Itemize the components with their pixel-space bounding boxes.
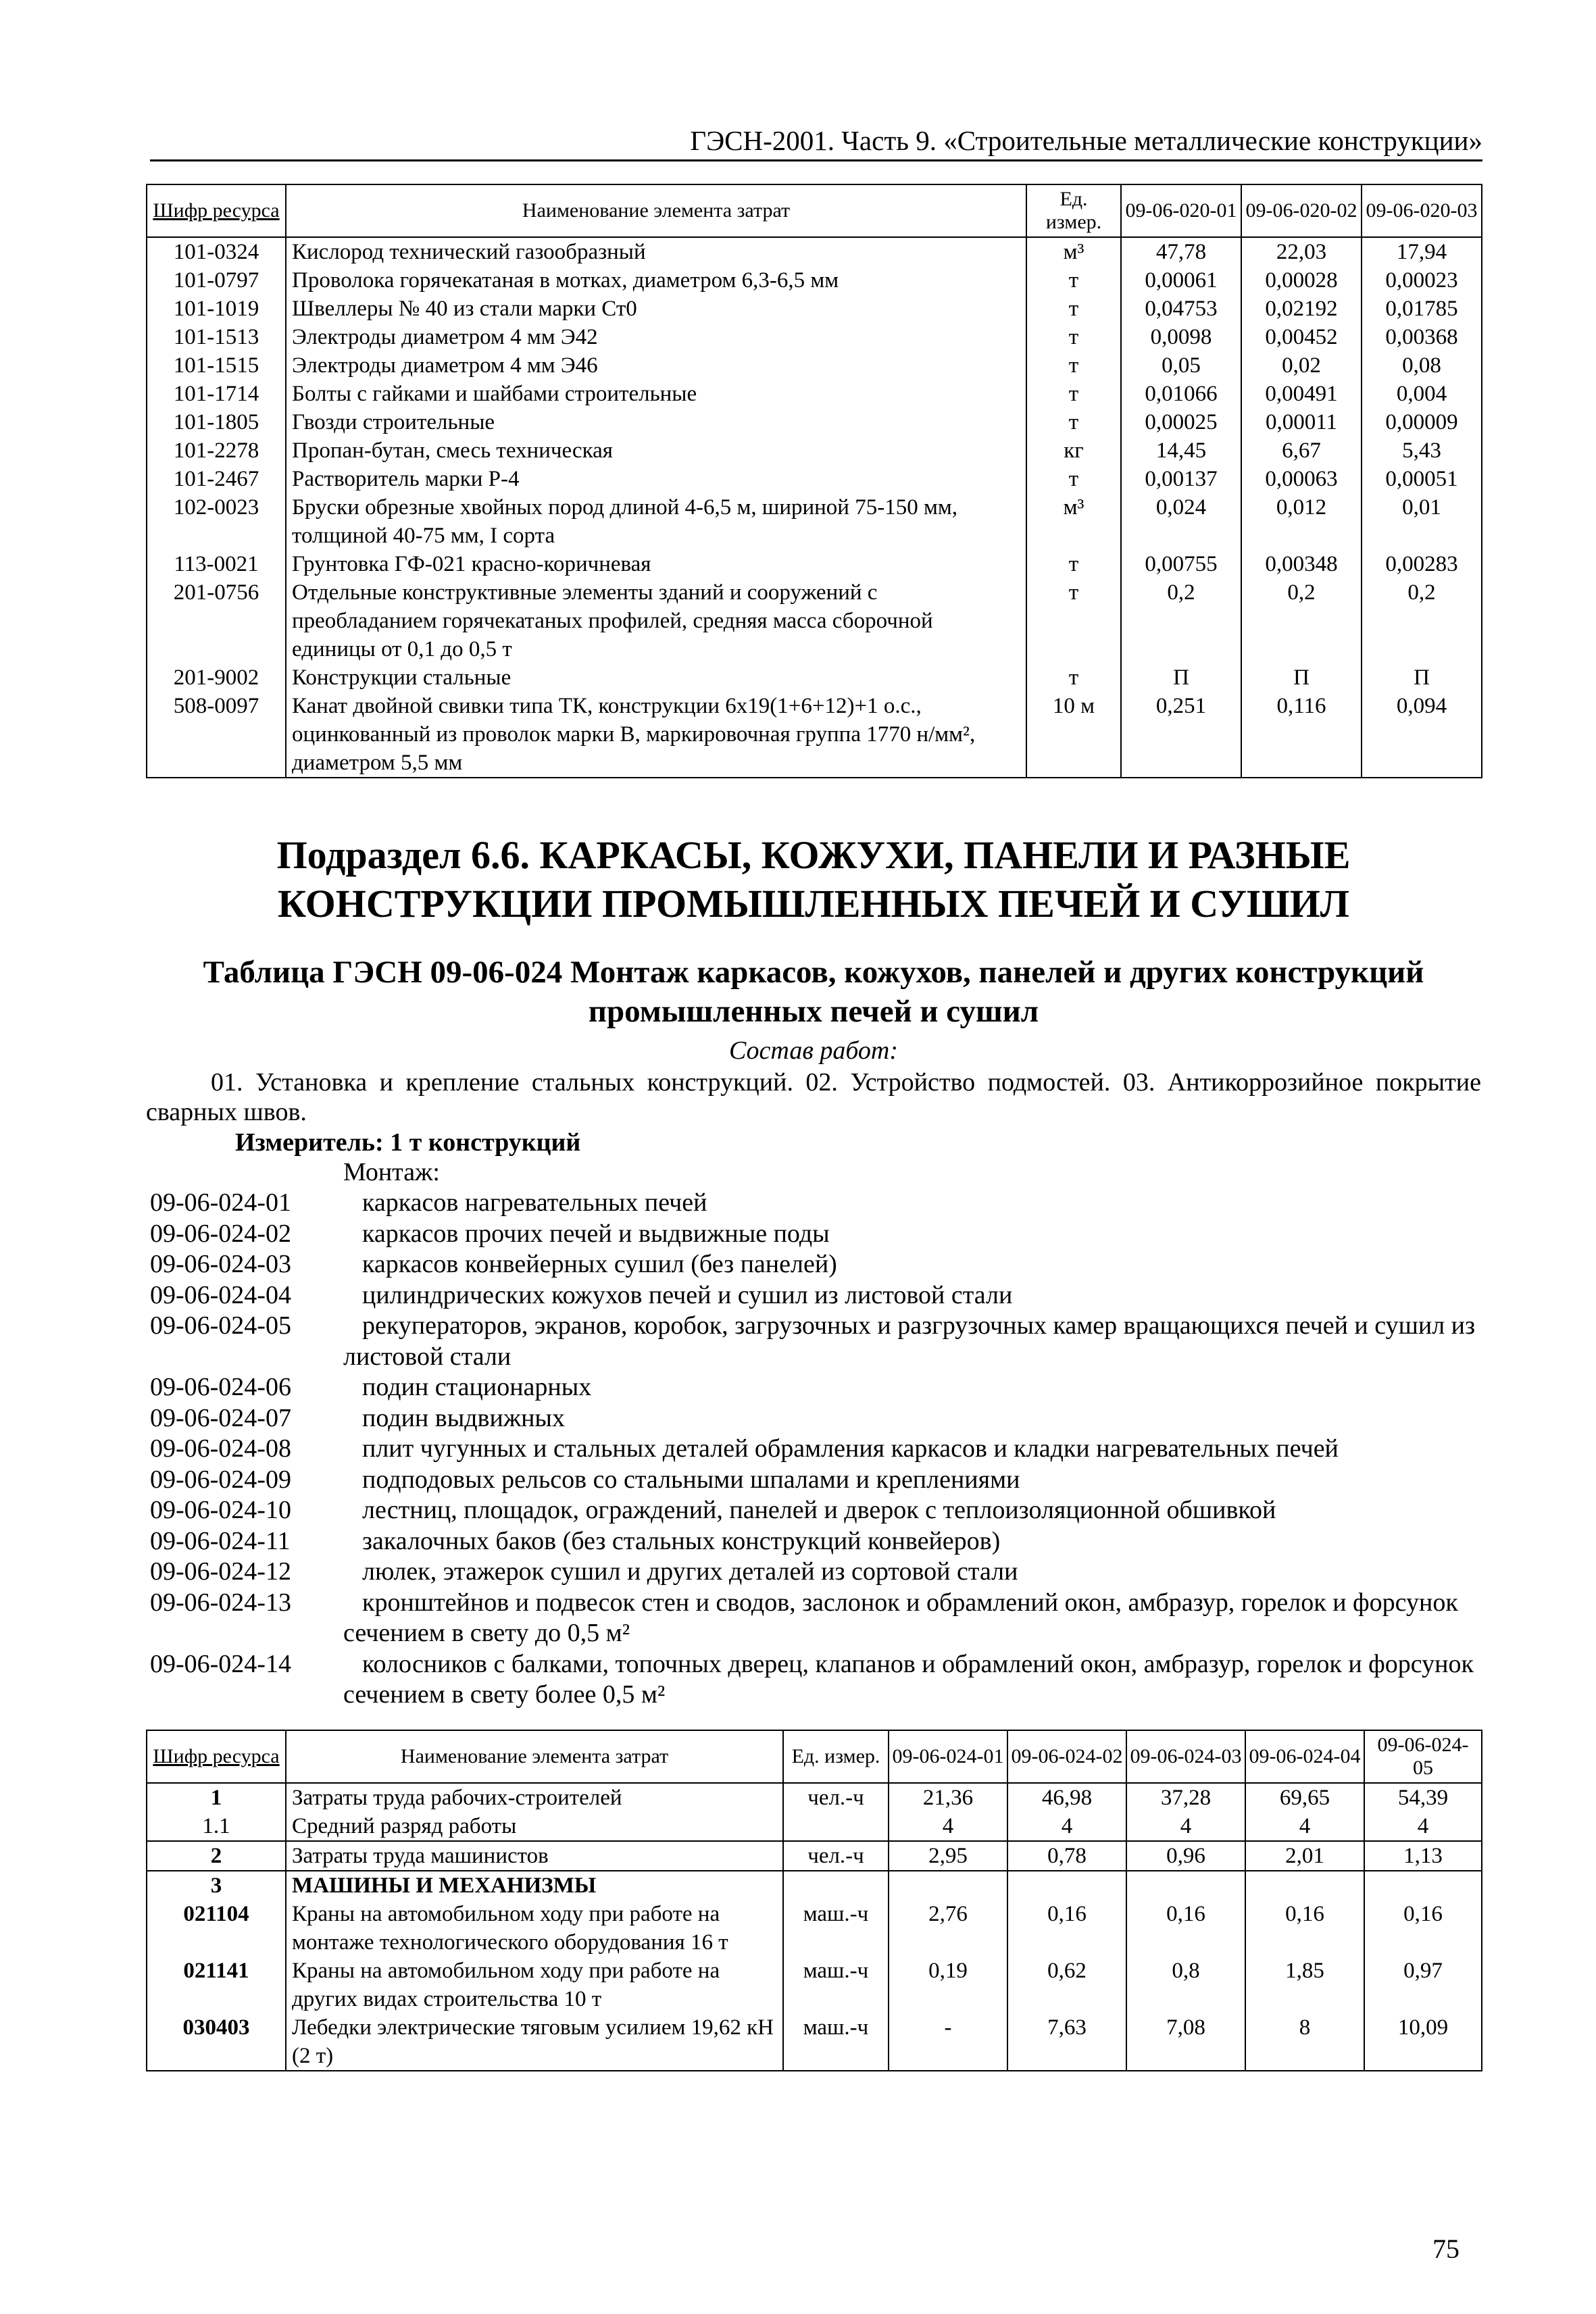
cell-value: 46,98 (1007, 1783, 1126, 1812)
work-text: колосников с балками, топочных дверец, клапанов и обрамлений окон, амбразур, горелок и форсунок сечением в свету более 0,5 м² (343, 1649, 1474, 1709)
work-item (150, 1649, 1481, 1711)
work-item (150, 1465, 1481, 1496)
work-code: 09-06-024-05 (150, 1311, 291, 1340)
cell-name: Электроды диаметром 4 мм Э46 (286, 351, 1026, 380)
table-row (147, 436, 1482, 465)
header-col4: 09-06-024-04 (1245, 1730, 1364, 1783)
cell-code: 101-1714 (147, 380, 286, 408)
header-unit: Ед. измер. (1026, 184, 1121, 237)
table-row (147, 550, 1482, 578)
montazh-label: Монтаж: (343, 1158, 440, 1186)
work-text: лестниц, площадок, ограждений, панелей и дверок с теплоизоляционной обшивкой (362, 1496, 1276, 1524)
cell-name: Швеллеры № 40 из стали марки Ст0 (286, 295, 1026, 323)
cell-value: 2,01 (1245, 1841, 1364, 1871)
work-item (150, 1311, 1481, 1372)
work-item (150, 1526, 1481, 1557)
work-text: подин стационарных (362, 1373, 592, 1401)
cell-name: Затраты труда рабочих-строителей (286, 1783, 783, 1812)
table-row (147, 237, 1482, 266)
table-row (147, 266, 1482, 295)
cell-name: Краны на автомобильном ходу при работе на монтаже технологического оборудования 16 т (286, 1900, 783, 1957)
work-text: цилиндрических кожухов печей и сушил из листовой стали (362, 1280, 1013, 1309)
work-item (150, 1495, 1481, 1526)
header-code: Шифр ресурса (147, 184, 286, 237)
cell-value: 0,00011 (1241, 408, 1362, 436)
cell-code: 201-0756 (147, 578, 286, 663)
cell-value: П (1241, 663, 1362, 692)
cell-value: 4 (889, 1812, 1007, 1841)
work-code: 09-06-024-06 (150, 1373, 291, 1401)
cell-code: 021141 (147, 1957, 286, 2013)
cell-value: 4 (1007, 1812, 1126, 1841)
cell-name: Конструкции стальные (286, 663, 1026, 692)
work-code: 09-06-024-03 (150, 1250, 291, 1278)
cell-value: 0,19 (889, 1957, 1007, 2013)
cell-value: 0,78 (1007, 1841, 1126, 1871)
work-item (150, 1557, 1481, 1588)
table-row (147, 578, 1482, 663)
work-text: рекуператоров, экранов, коробок, загрузочных и разгрузочных камер вращающихся печей и сушил из листовой стали (343, 1311, 1476, 1371)
cell-name: Электроды диаметром 4 мм Э42 (286, 323, 1026, 351)
table-row (147, 408, 1482, 436)
work-text: люлек, этажерок сушил и других деталей из сортовой стали (362, 1557, 1018, 1586)
cell-value: 8 (1245, 2013, 1364, 2071)
cell-unit (783, 1871, 889, 1900)
cell-name: Отдельные конструктивные элементы зданий и сооружений с преобладанием горячекатаных профилей, средняя масса сборочной единицы от 0,1 до 0,5 т (286, 578, 1026, 663)
work-code: 09-06-024-01 (150, 1188, 291, 1217)
table-row (147, 351, 1482, 380)
cell-name: Затраты труда машинистов (286, 1841, 783, 1871)
header-name: Наименование элемента затрат (286, 1730, 783, 1783)
cell-value: 47,78 (1121, 237, 1241, 266)
cell-unit: т (1026, 323, 1121, 351)
cell-value (1007, 1871, 1126, 1900)
header-unit: Ед. измер. (783, 1730, 889, 1783)
cell-code: 030403 (147, 2013, 286, 2071)
cell-code: 1 (147, 1783, 286, 1812)
cell-unit: т (1026, 550, 1121, 578)
cell-unit: т (1026, 578, 1121, 663)
cell-code: 1.1 (147, 1812, 286, 1841)
work-code: 09-06-024-04 (150, 1280, 291, 1309)
cell-name: Грунтовка ГФ-021 красно-коричневая (286, 550, 1026, 578)
header-col2: 09-06-020-02 (1241, 184, 1362, 237)
work-text: каркасов прочих печей и выдвижные поды (362, 1219, 830, 1248)
table-row (147, 1841, 1482, 1871)
page-number: 75 (1432, 2234, 1460, 2264)
cell-value: 0,004 (1362, 380, 1482, 408)
header-col1: 09-06-020-01 (1121, 184, 1241, 237)
cell-name: Пропан-бутан, смесь техническая (286, 436, 1026, 465)
cell-unit: маш.-ч (783, 1957, 889, 2013)
cell-value: 54,39 (1364, 1783, 1482, 1812)
table-heading (146, 953, 1481, 1031)
cell-value: 0,16 (1364, 1900, 1482, 1957)
cell-unit: м³ (1026, 493, 1121, 550)
cell-code: 101-1515 (147, 351, 286, 380)
table-row (147, 465, 1482, 493)
work-code: 09-06-024-08 (150, 1434, 291, 1463)
resources-table-020 (146, 184, 1482, 778)
cell-value: - (889, 2013, 1007, 2071)
cell-value: 0,2 (1121, 578, 1241, 663)
cell-value: 0,0098 (1121, 323, 1241, 351)
work-text: плит чугунных и стальных деталей обрамления каркасов и кладки нагревательных печей (362, 1434, 1339, 1463)
table-row (147, 1812, 1482, 1841)
cell-value: 14,45 (1121, 436, 1241, 465)
cell-value: 7,08 (1126, 2013, 1245, 2071)
cell-value: 4 (1126, 1812, 1245, 1841)
cell-value: 0,00061 (1121, 266, 1241, 295)
cell-value: 0,00491 (1241, 380, 1362, 408)
cell-code: 101-2278 (147, 436, 286, 465)
work-code: 09-06-024-11 (150, 1526, 291, 1555)
work-code: 09-06-024-13 (150, 1588, 291, 1617)
cell-value (1126, 1871, 1245, 1900)
work-text: закалочных баков (без стальных конструкций конвейеров) (362, 1526, 1001, 1555)
cell-value (889, 1871, 1007, 1900)
work-code: 09-06-024-07 (150, 1403, 291, 1432)
table-row (147, 323, 1482, 351)
cell-value: 0,00348 (1241, 550, 1362, 578)
work-item (150, 1403, 1481, 1434)
running-header: ГЭСН-2001. Часть 9. «Строительные металлические конструкции» (150, 123, 1482, 161)
cell-value: 0,2 (1362, 578, 1482, 663)
cell-value: 0,116 (1241, 692, 1362, 778)
cell-value: 2,95 (889, 1841, 1007, 1871)
cell-value: 17,94 (1362, 237, 1482, 266)
cell-name: Лебедки электрические тяговым усилием 19,62 кН (2 т) (286, 2013, 783, 2071)
cell-unit: т (1026, 663, 1121, 692)
cell-name: Бруски обрезные хвойных пород длиной 4-6,5 м, шириной 75-150 мм, толщиной 40-75 мм, I сорта (286, 493, 1026, 550)
resources-table-024 (146, 1730, 1482, 2071)
cell-name: Проволока горячекатаная в мотках, диаметром 6,3-6,5 мм (286, 266, 1026, 295)
cell-value: 0,01785 (1362, 295, 1482, 323)
cell-code: 101-1805 (147, 408, 286, 436)
works-list (150, 1157, 1481, 1711)
header-col2: 09-06-024-02 (1007, 1730, 1126, 1783)
cell-name: МАШИНЫ И МЕХАНИЗМЫ (286, 1871, 783, 1900)
work-code: 09-06-024-14 (150, 1649, 291, 1678)
cell-value: 0,00063 (1241, 465, 1362, 493)
cell-name: Болты с гайками и шайбами строительные (286, 380, 1026, 408)
table-row (147, 380, 1482, 408)
cell-value: 0,00028 (1241, 266, 1362, 295)
cell-name: Гвозди строительные (286, 408, 1026, 436)
cell-unit: 10 м (1026, 692, 1121, 778)
header-name: Наименование элемента затрат (286, 184, 1026, 237)
cell-unit: маш.-ч (783, 2013, 889, 2071)
cell-value: 37,28 (1126, 1783, 1245, 1812)
header-code: Шифр ресурса (147, 1730, 286, 1783)
cell-value: 0,00368 (1362, 323, 1482, 351)
cell-value: 0,08 (1362, 351, 1482, 380)
cell-value: 0,16 (1126, 1900, 1245, 1957)
cell-value: 21,36 (889, 1783, 1007, 1812)
table-row (147, 493, 1482, 550)
cell-unit: т (1026, 465, 1121, 493)
cell-code: 102-0023 (147, 493, 286, 550)
cell-value: 0,62 (1007, 1957, 1126, 2013)
table-row (147, 1957, 1482, 2013)
cell-value: 5,43 (1362, 436, 1482, 465)
work-item (150, 1219, 1481, 1250)
cell-value: 22,03 (1241, 237, 1362, 266)
table-row (147, 663, 1482, 692)
cell-value: 0,97 (1364, 1957, 1482, 2013)
cell-value: 4 (1364, 1812, 1482, 1841)
cell-value: 0,02192 (1241, 295, 1362, 323)
work-item (150, 1588, 1481, 1649)
cell-unit: т (1026, 295, 1121, 323)
table-row (147, 295, 1482, 323)
cell-unit: т (1026, 380, 1121, 408)
cell-unit: т (1026, 351, 1121, 380)
cell-value: 0,00023 (1362, 266, 1482, 295)
work-code: 09-06-024-09 (150, 1465, 291, 1494)
cell-unit: м³ (1026, 237, 1121, 266)
table-row (147, 1900, 1482, 1957)
cell-unit: кг (1026, 436, 1121, 465)
cell-code: 021104 (147, 1900, 286, 1957)
cell-value (1245, 1871, 1364, 1900)
work-code: 09-06-024-10 (150, 1496, 291, 1524)
cell-value: 0,01066 (1121, 380, 1241, 408)
work-text: кронштейнов и подвесок стен и сводов, заслонок и обрамлений окон, амбразур, горелок и форсунок сечением в свету до 0,5 м² (343, 1588, 1458, 1647)
cell-value: 2,76 (889, 1900, 1007, 1957)
cell-name: Кислород технический газообразный (286, 237, 1026, 266)
cell-value: 10,09 (1364, 2013, 1482, 2071)
cell-code: 101-0324 (147, 237, 286, 266)
cell-value: 0,16 (1245, 1900, 1364, 1957)
cell-unit: т (1026, 266, 1121, 295)
cell-value: 0,02 (1241, 351, 1362, 380)
composition-text: 01. Установка и крепление стальных конструкций. 02. Устройство подмостей. 03. Антикоррозийное покрытие сварных швов. (146, 1068, 1481, 1126)
cell-value: 0,2 (1241, 578, 1362, 663)
cell-name: Канат двойной свивки типа ТК, конструкции 6х19(1+6+12)+1 о.с., оцинкованный из проволок марки В, маркировочная группа 1770 н/мм², диаметром 5,5 мм (286, 692, 1026, 778)
cell-value: 0,01 (1362, 493, 1482, 550)
cell-value: 0,04753 (1121, 295, 1241, 323)
section-heading (146, 831, 1481, 928)
cell-code: 101-1019 (147, 295, 286, 323)
header-col3: 09-06-020-03 (1362, 184, 1482, 237)
cell-code: 101-2467 (147, 465, 286, 493)
cell-unit: маш.-ч (783, 1900, 889, 1957)
cell-value: 0,012 (1241, 493, 1362, 550)
cell-value (1364, 1871, 1482, 1900)
section-heading-line1: Подраздел 6.6. КАРКАСЫ, КОЖУХИ, ПАНЕЛИ И РАЗНЫЕ (276, 833, 1351, 877)
cell-value: 0,16 (1007, 1900, 1126, 1957)
work-text: каркасов конвейерных сушил (без панелей) (362, 1250, 837, 1278)
cell-value: 1,13 (1364, 1841, 1482, 1871)
composition-title: Состав работ: (728, 1036, 899, 1065)
cell-value: 0,00452 (1241, 323, 1362, 351)
cell-code: 113-0021 (147, 550, 286, 578)
cell-value: 7,63 (1007, 2013, 1126, 2071)
work-text: подин выдвижных (362, 1403, 565, 1432)
cell-value: 6,67 (1241, 436, 1362, 465)
cell-code: 3 (147, 1871, 286, 1900)
work-item (150, 1280, 1481, 1311)
cell-name: Средний разряд работы (286, 1812, 783, 1841)
cell-value: 0,094 (1362, 692, 1482, 778)
cell-code: 508-0097 (147, 692, 286, 778)
work-item (150, 1372, 1481, 1403)
cell-value: 0,05 (1121, 351, 1241, 380)
cell-value: 0,00283 (1362, 550, 1482, 578)
cell-unit (783, 1812, 889, 1841)
cell-value: 0,00137 (1121, 465, 1241, 493)
table-row (147, 1783, 1482, 1812)
header-col3: 09-06-024-03 (1126, 1730, 1245, 1783)
table-header-row (147, 184, 1482, 237)
work-item (150, 1188, 1481, 1219)
table-row (147, 1871, 1482, 1900)
table-header-row (147, 1730, 1482, 1783)
cell-value: П (1362, 663, 1482, 692)
table-heading-line1: Таблица ГЭСН 09-06-024 Монтаж каркасов, кожухов, панелей и других конструкций (203, 955, 1424, 990)
cell-value: 0,00755 (1121, 550, 1241, 578)
cell-value: 1,85 (1245, 1957, 1364, 2013)
work-code: 09-06-024-02 (150, 1219, 291, 1248)
cell-value: 0,00051 (1362, 465, 1482, 493)
cell-name: Краны на автомобильном ходу при работе на других видах строительства 10 т (286, 1957, 783, 2013)
cell-value: 4 (1245, 1812, 1364, 1841)
cell-value: 0,8 (1126, 1957, 1245, 2013)
table-row (147, 692, 1482, 778)
meter: Измеритель: 1 т конструкций (235, 1128, 581, 1157)
table-heading-line2: промышленных печей и сушил (588, 994, 1039, 1029)
cell-value: 0,96 (1126, 1841, 1245, 1871)
work-item (150, 1249, 1481, 1280)
cell-value: 0,251 (1121, 692, 1241, 778)
header-col1: 09-06-024-01 (889, 1730, 1007, 1783)
work-text: подподовых рельсов со стальными шпалами и креплениями (362, 1465, 1020, 1494)
cell-value: 0,024 (1121, 493, 1241, 550)
cell-unit: т (1026, 408, 1121, 436)
work-item (150, 1434, 1481, 1465)
cell-value: 0,00009 (1362, 408, 1482, 436)
work-text: каркасов нагревательных печей (362, 1188, 707, 1217)
cell-unit: чел.-ч (783, 1841, 889, 1871)
section-heading-line2: КОНСТРУКЦИИ ПРОМЫШЛЕННЫХ ПЕЧЕЙ И СУШИЛ (277, 882, 1350, 926)
cell-name: Растворитель марки Р-4 (286, 465, 1026, 493)
cell-value: 69,65 (1245, 1783, 1364, 1812)
cell-unit: чел.-ч (783, 1783, 889, 1812)
cell-code: 201-9002 (147, 663, 286, 692)
cell-code: 101-1513 (147, 323, 286, 351)
header-col5: 09-06-024-05 (1364, 1730, 1482, 1783)
cell-code: 101-0797 (147, 266, 286, 295)
cell-value: П (1121, 663, 1241, 692)
work-code: 09-06-024-12 (150, 1557, 291, 1586)
cell-code: 2 (147, 1841, 286, 1871)
cell-value: 0,00025 (1121, 408, 1241, 436)
table-row (147, 2013, 1482, 2071)
